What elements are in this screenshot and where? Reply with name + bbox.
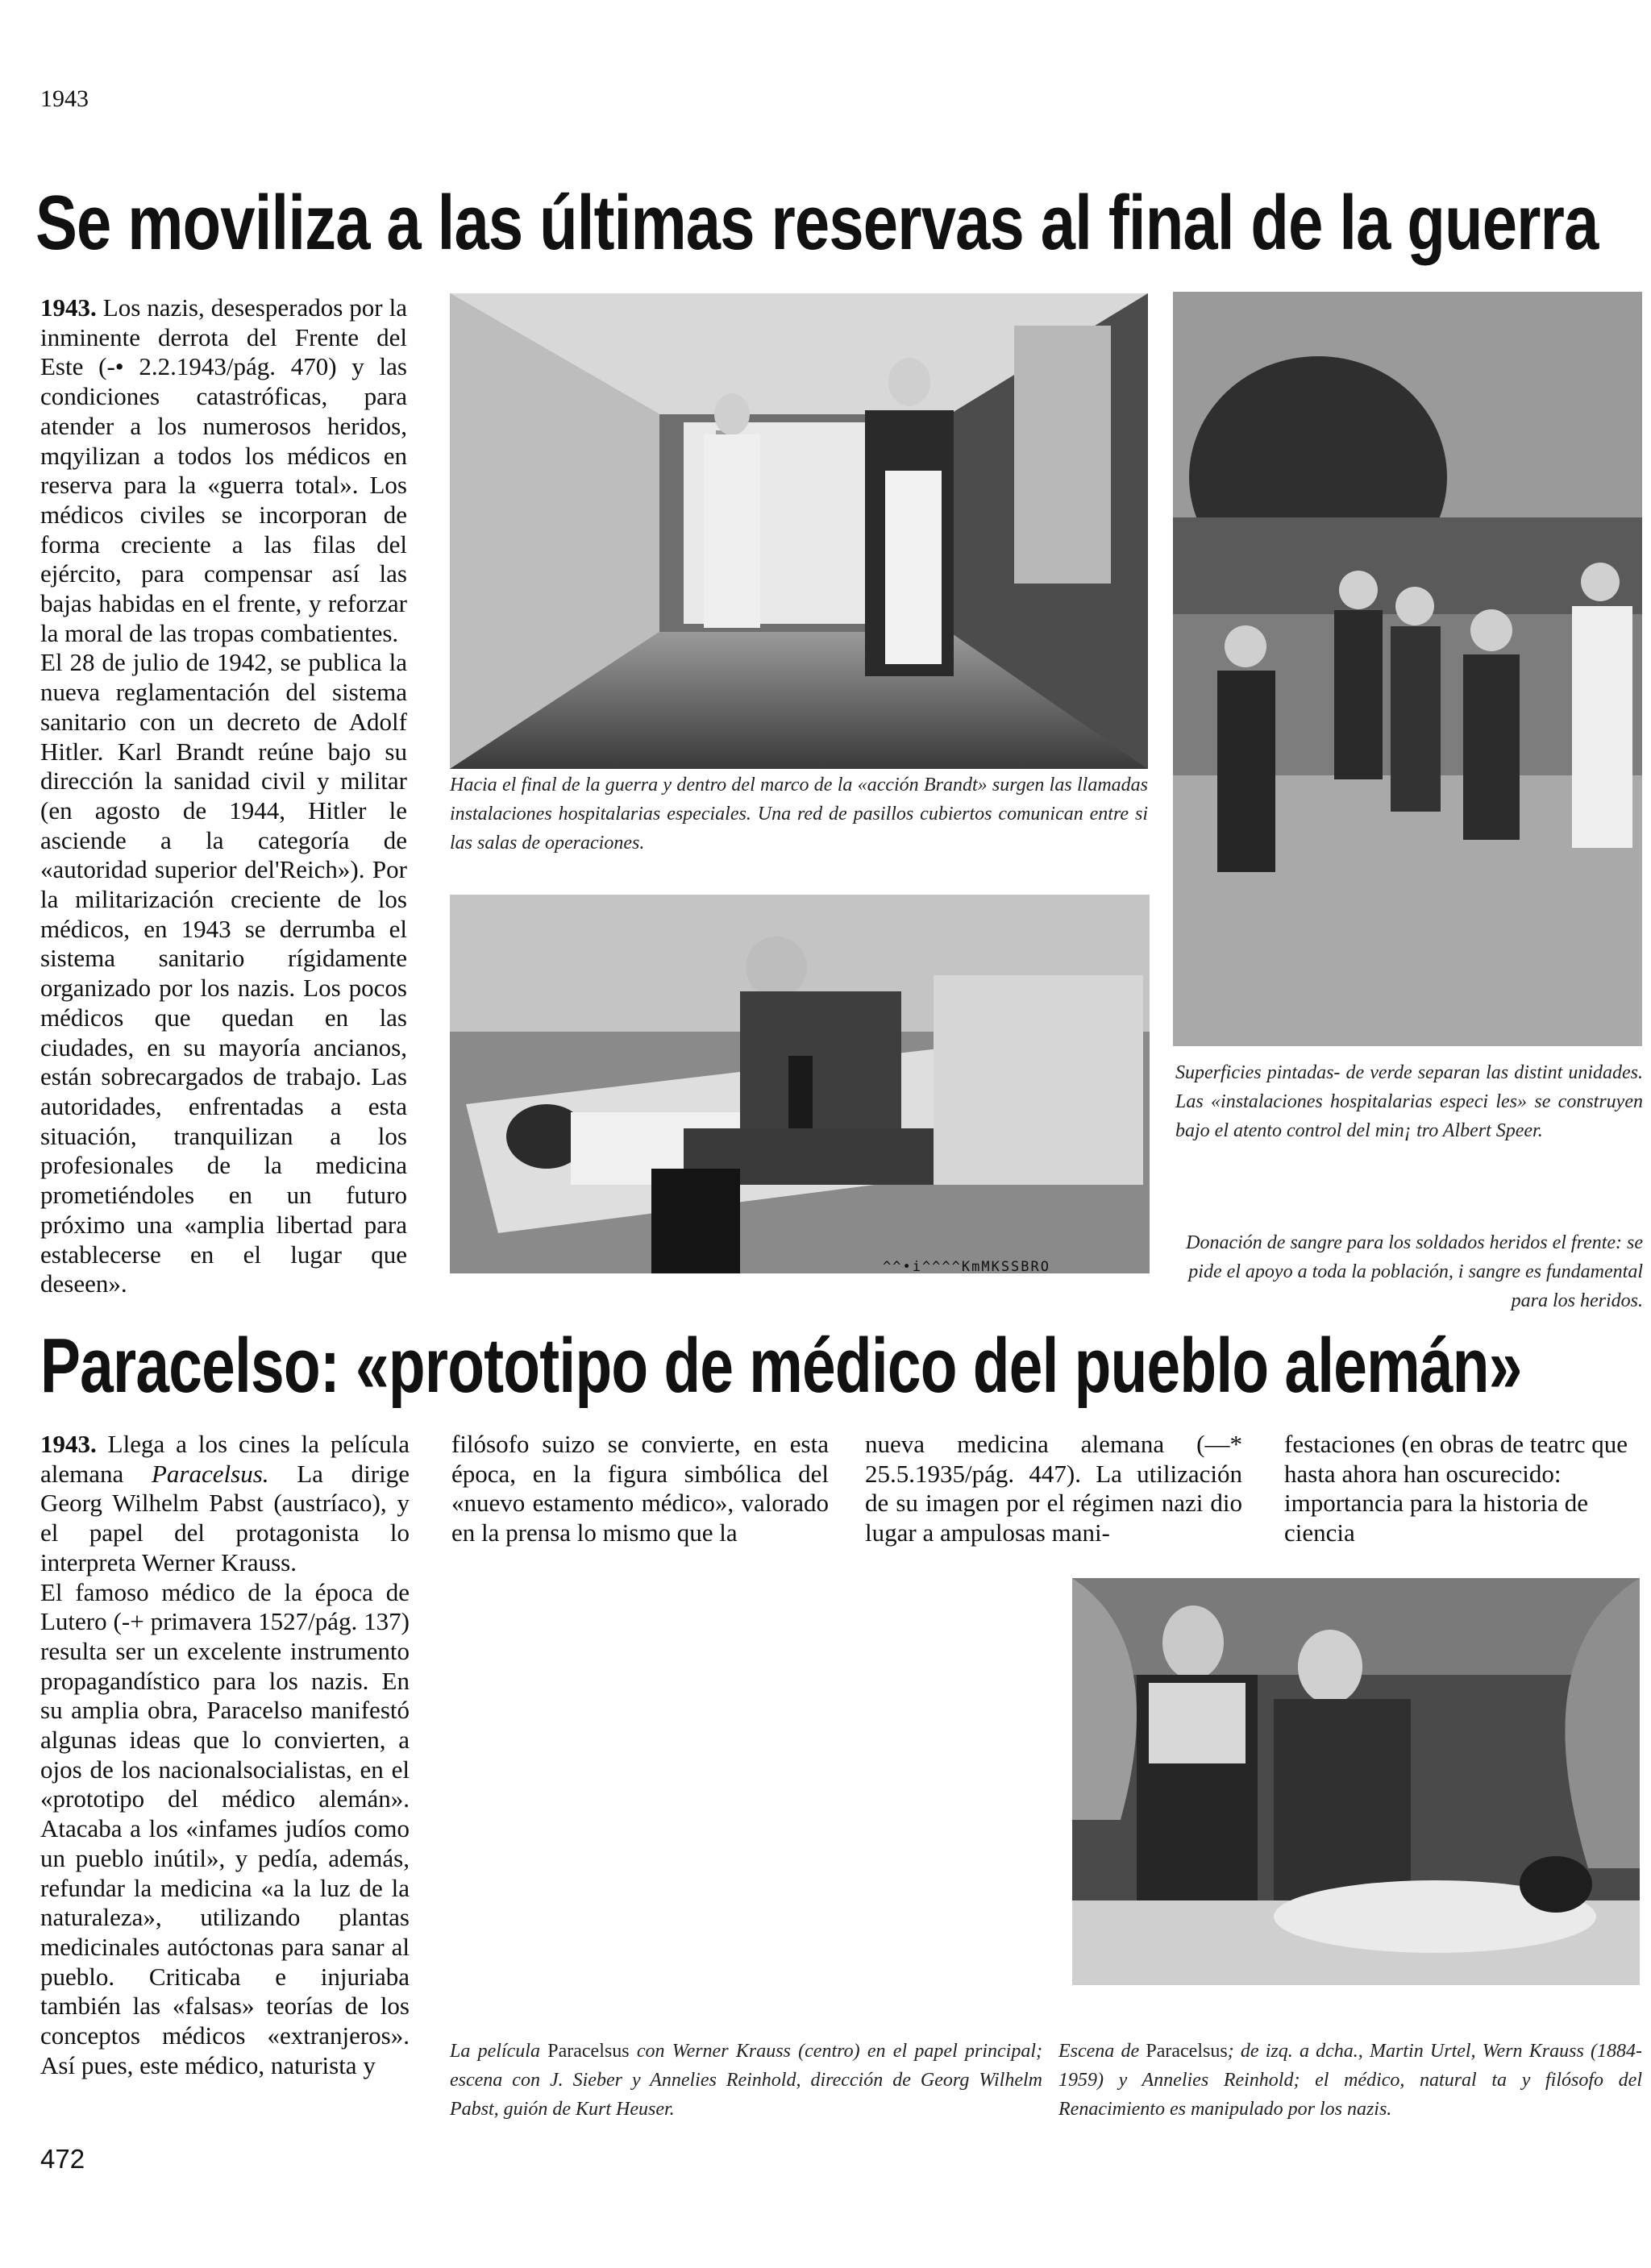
caption-scene-title: Paracelsus <box>1146 2041 1228 2062</box>
article2-column-3: nueva medicina alemana (—* 25.5.1935/pág. 447). La utilización de su imagen por el régimen nazi dio lugar a ampulosas mani- <box>865 1430 1242 1547</box>
photo-hospital-camp <box>1173 292 1642 1046</box>
caption-film-text-b: con Werner Krauss (centro) en el papel principal; escena con J. Sieber y Annelies Reinhold, dirección de Georg Wilhelm Pabst, guión de Kurt Heuser. <box>450 2041 1043 2120</box>
caption-film-title: Paracelsus <box>547 2041 630 2062</box>
page-year: 1943 <box>40 85 89 112</box>
blood-donation-image <box>450 895 1150 1273</box>
article2-paragraph-1 <box>40 1430 410 1578</box>
paracelsus-scene-image <box>1072 1578 1640 1985</box>
caption-hospital-corridor: Hacia el final de la guerra y dentro del marco de la «acción Brandt» surgen las llamadas instalaciones hospitalarias especiales. Una red de pasillos cubiertos comunican entre si las salas de operaciones. <box>450 775 1148 854</box>
article1-lead: 1943. <box>40 293 97 322</box>
article1-paragraph-1 <box>40 293 407 648</box>
corridor-image <box>450 293 1148 769</box>
caption-hospital-camp: Superficies pintadas- de verde separan las distint unidades. Las «instalaciones hospitalarias especi les» se construyen bajo el atento control del min¡ tro Albert Speer. <box>1175 1062 1643 1141</box>
article2-column-2: filósofo suizo se convierte, en esta época, en la figura simbólica del «nuevo estamento médico», valorado en la prensa lo mismo que la <box>451 1430 829 1547</box>
camp-image <box>1173 292 1642 1046</box>
photo-credit: ^^•i^^^^KmMKSSBRO <box>883 1259 1050 1275</box>
article2-film-title: Paracelsus. <box>152 1459 269 1488</box>
headline-reserves: Se moviliza a las últimas reservas al final de la guerra <box>35 180 1599 266</box>
article2-lead: 1943. <box>40 1430 97 1458</box>
caption-blood-donation: Donación de sangre para los soldados heridos el frente: se pide el apoyo a toda la población, i sangre es fundamental para los heridos. <box>1186 1232 1643 1311</box>
article1-paragraph-2: El 28 de julio de 1942, se publica la nueva reglamentación del sistema sanitario con un decreto de Adolf Hitler. Karl Brandt reúne bajo su dirección la sanidad civil y militar (en agosto de 1944, Hitler le asciende a la categoría de «autoridad superior del'Reich»). Por la militarización creciente de los médicos, en 1943 se derrumba el sistema sanitario rígidamente organizado por los nazis. Los pocos médicos que quedan en las ciudades, en su mayoría ancianos, están sobrecargados de trabajo. Las autoridades, enfrentadas a esta situación, tranquilizan a los profesionales de la medicina prometiéndoles en un futuro próximo una «amplia libertad para establecerse en el lugar que deseen». <box>40 648 407 1298</box>
caption-scene-text-b: ; de izq. a dcha., Martin Urtel, Wern Krauss (1884-1959) y Annelies Reinhold; el médico, natural ta y filósofo del Renacimiento es manipulado por los nazis. <box>1058 2041 1642 2120</box>
article2-column-4: festaciones (en obras de teatrc que hasta ahora han oscurecido: importancia para la historia de ciencia <box>1284 1430 1628 1547</box>
caption-scene <box>1058 2037 1642 2124</box>
article2-text-1a: Llega a los cines la película alemana <box>40 1430 410 1488</box>
article1-body <box>40 293 407 1299</box>
article2-paragraph-2: El famoso médico de la época de Lutero (-+ primavera 1527/pág. 137) resulta ser un excelente instrumento propagandístico para los nazis. En su amplia obra, Paracelso manifestó algunas ideas que lo convierten, a ojos de los nacionalsocialistas, en el «prototipo del médico alemán». Atacaba a los «infames judíos como un pueblo inútil», y pedía, además, refundar la medicina «a la luz de la naturaleza», utilizando plantas medicinales autóctonas para sanar al pueblo. Criticaba e injuriaba también las «falsas» teorías de los conceptos médicos «extranjeros». Así pues, este médico, naturista y <box>40 1577 410 2079</box>
photo-blood-donation <box>450 895 1150 1273</box>
caption-film-text-a: La película <box>450 2041 548 2062</box>
article1-text-1: Los nazis, desesperados por la inminente derrota del Frente del Este (-• 2.2.1943/pág. 470) y las condiciones catastróficas, para atender a los numerosos heridos, mqyilizan a todos los médicos en reserva para la «guerra total». Los médicos civiles se incorporan de forma creciente a las filas del ejército, para compensar así las bajas habidas en el frente, y reforzar la moral de las tropas combatientes. <box>40 293 407 647</box>
caption-film <box>450 2037 1042 2124</box>
caption-scene-text-a: Escena de <box>1058 2041 1146 2062</box>
page-number: 472 <box>40 2144 85 2174</box>
photo-paracelsus-scene <box>1072 1578 1640 1985</box>
photo-hospital-corridor <box>450 293 1148 769</box>
article2-text-1b: La dirige Georg Wilhelm Pabst (austríaco), y el papel del protagonista lo interpreta Werner Krauss. <box>40 1459 410 1576</box>
article2-column-1 <box>40 1430 410 2080</box>
headline-paracelso: Paracelso: «prototipo de médico del pueblo alemán» <box>40 1323 1522 1409</box>
